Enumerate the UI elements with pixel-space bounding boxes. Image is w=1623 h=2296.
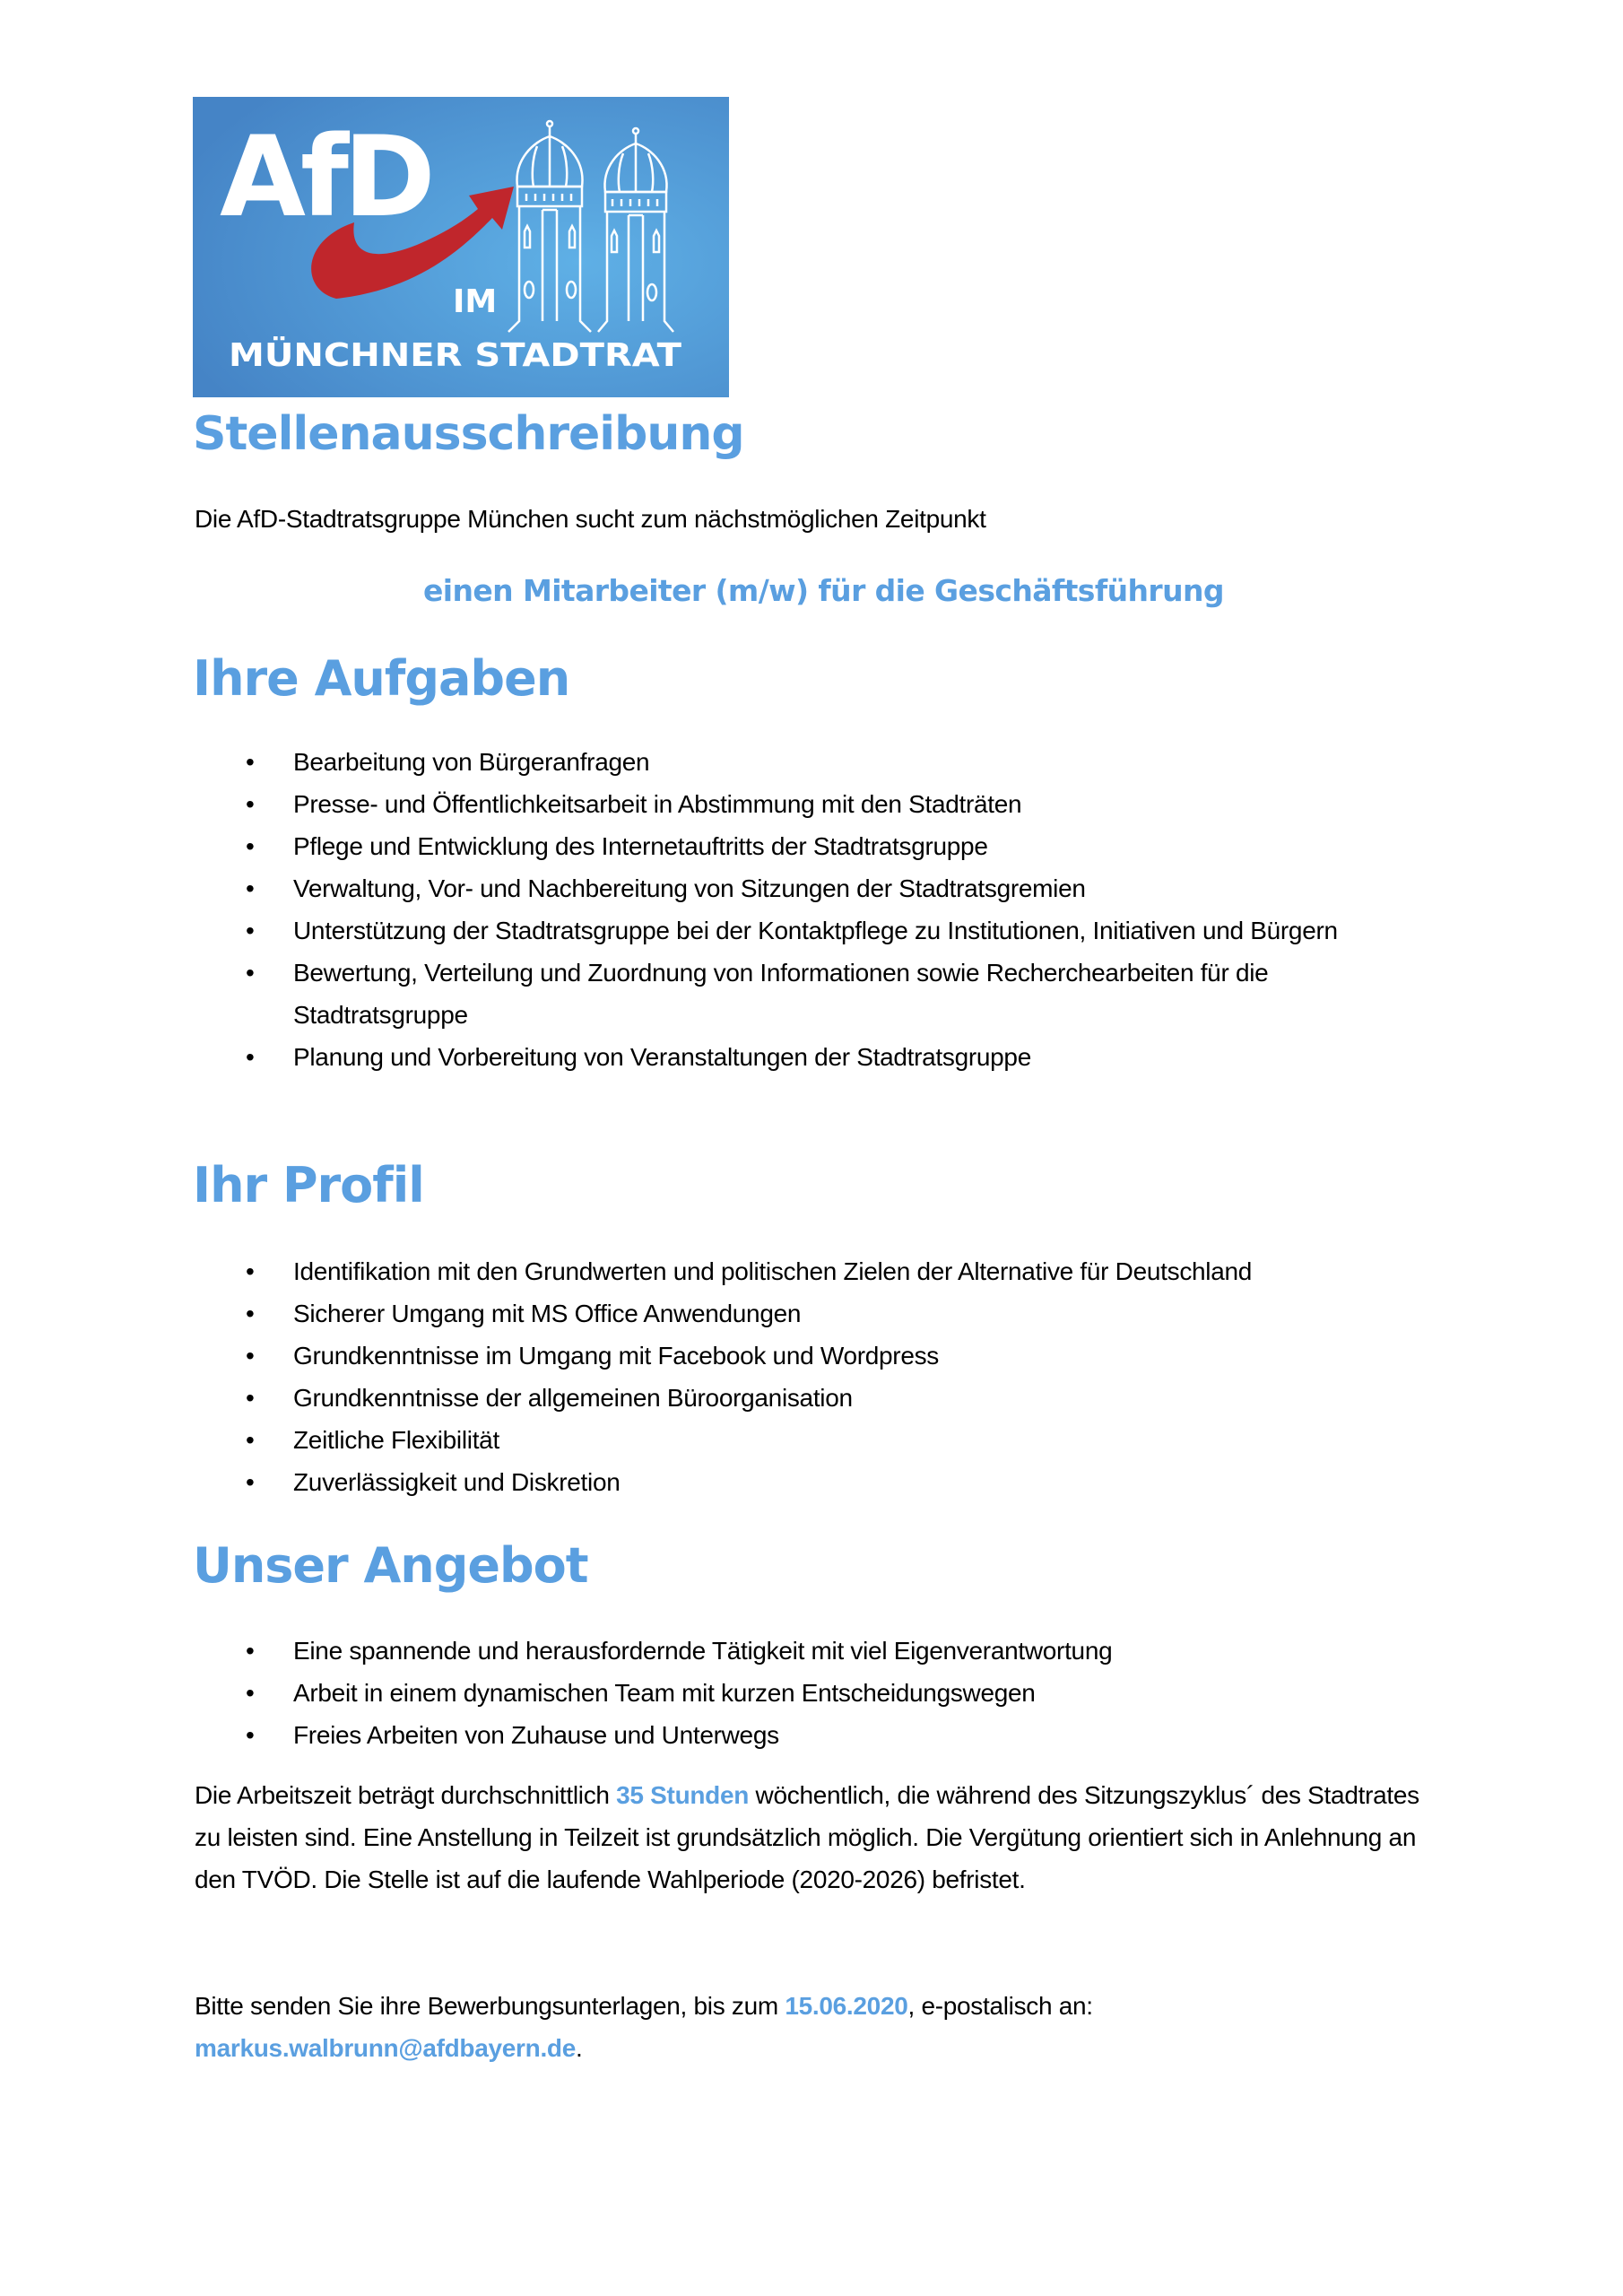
list-item-text: Freies Arbeiten von Zuhause und Unterwegs bbox=[293, 1721, 779, 1749]
list-item-text: Zuverlässigkeit und Diskretion bbox=[293, 1468, 621, 1496]
list-item bbox=[0, 825, 1423, 867]
list-item-text: Grundkenntnisse im Umgang mit Facebook und Wordpress bbox=[293, 1342, 940, 1370]
list-item bbox=[0, 1714, 1423, 1756]
angebot-list bbox=[0, 1630, 1423, 1756]
bullet-icon: • bbox=[246, 1300, 255, 1327]
list-item bbox=[0, 1335, 1423, 1377]
profil-list bbox=[0, 1250, 1423, 1503]
position-title: einen Mitarbeiter (m/w) für die Geschäftsführung bbox=[423, 573, 1224, 608]
list-item bbox=[0, 909, 1423, 952]
section-heading-profil: Ihr Profil bbox=[193, 1157, 424, 1213]
aufgaben-list bbox=[0, 741, 1423, 1078]
list-item-text: Unterstützung der Stadtratsgruppe bei der Kontaktpflege zu Institutionen, Initiativen und Bürgern bbox=[293, 917, 1338, 944]
section-heading-aufgaben: Ihre Aufgaben bbox=[193, 650, 570, 707]
logo-line2: MÜNCHNER STADTRAT bbox=[229, 337, 637, 374]
list-item bbox=[0, 1630, 1423, 1672]
page-title: Stellenausschreibung bbox=[193, 407, 744, 461]
details-paragraph bbox=[195, 1774, 1450, 1900]
list-item-text: Arbeit in einem dynamischen Team mit kurzen Entscheidungswegen bbox=[293, 1679, 1036, 1707]
list-item bbox=[0, 1292, 1423, 1335]
section-heading-angebot: Unser Angebot bbox=[193, 1537, 588, 1594]
list-item bbox=[0, 1250, 1423, 1292]
list-item-text: Verwaltung, Vor- und Nachbereitung von Sitzungen der Stadtratsgremien bbox=[293, 874, 1086, 902]
bullet-icon: • bbox=[246, 874, 255, 902]
details-text-1: Die Arbeitszeit beträgt durchschnittlich bbox=[195, 1781, 617, 1809]
bullet-icon: • bbox=[246, 1043, 255, 1071]
list-item-text: Pflege und Entwicklung des Internetauftritts der Stadtratsgruppe bbox=[293, 832, 988, 860]
logo-graphic bbox=[193, 97, 729, 397]
intro-text: Die AfD-Stadtratsgruppe München sucht zum nächstmöglichen Zeitpunkt bbox=[195, 505, 986, 533]
application-paragraph bbox=[195, 1985, 1450, 2069]
application-deadline: 15.06.2020 bbox=[785, 1992, 908, 2020]
list-item bbox=[0, 1461, 1423, 1503]
bullet-icon: • bbox=[246, 790, 255, 818]
bullet-icon: • bbox=[246, 1637, 255, 1665]
bullet-icon: • bbox=[246, 1721, 255, 1749]
list-item-text: Bewertung, Verteilung und Zuordnung von Informationen sowie Recherchearbeiten für die Stadtratsgruppe bbox=[293, 959, 1269, 1029]
logo-brand-text: AfD bbox=[220, 113, 430, 242]
list-item bbox=[0, 1377, 1423, 1419]
weekly-hours: 35 Stunden bbox=[616, 1781, 750, 1809]
list-item bbox=[0, 741, 1423, 783]
logo-line1: IM bbox=[453, 283, 498, 320]
list-item bbox=[0, 1419, 1423, 1461]
afd-muenchen-logo bbox=[193, 97, 729, 397]
bullet-icon: • bbox=[246, 1426, 255, 1454]
list-item-text: Sicherer Umgang mit MS Office Anwendungen bbox=[293, 1300, 802, 1327]
bullet-icon: • bbox=[246, 832, 255, 860]
application-end: . bbox=[576, 2034, 583, 2062]
list-item bbox=[0, 952, 1423, 1036]
list-item bbox=[0, 1672, 1423, 1714]
bullet-icon: • bbox=[246, 959, 255, 987]
application-text-1: Bitte senden Sie ihre Bewerbungsunterlagen, bis zum bbox=[195, 1992, 785, 2020]
bullet-icon: • bbox=[246, 1468, 255, 1496]
bullet-icon: • bbox=[246, 1679, 255, 1707]
list-item bbox=[0, 1036, 1423, 1078]
list-item-text: Identifikation mit den Grundwerten und politischen Zielen der Alternative für Deutschland bbox=[293, 1257, 1253, 1285]
bullet-icon: • bbox=[246, 917, 255, 944]
list-item-text: Presse- und Öffentlichkeitsarbeit in Abstimmung mit den Stadträten bbox=[293, 790, 1022, 818]
contact-email-link[interactable]: markus.walbrunn@afdbayern.de bbox=[195, 2034, 577, 2062]
list-item-text: Grundkenntnisse der allgemeinen Büroorganisation bbox=[293, 1384, 853, 1412]
bullet-icon: • bbox=[246, 1384, 255, 1412]
list-item-text: Eine spannende und herausfordernde Tätigkeit mit viel Eigenverantwortung bbox=[293, 1637, 1113, 1665]
list-item bbox=[0, 783, 1423, 825]
application-text-2: , e-postalisch an: bbox=[907, 1992, 1093, 2020]
list-item-text: Zeitliche Flexibilität bbox=[293, 1426, 499, 1454]
bullet-icon: • bbox=[246, 748, 255, 776]
list-item-text: Bearbeitung von Bürgeranfragen bbox=[293, 748, 650, 776]
bullet-icon: • bbox=[246, 1257, 255, 1285]
bullet-icon: • bbox=[246, 1342, 255, 1370]
list-item bbox=[0, 867, 1423, 909]
details-text-2: wöchentlich, die während des Sitzungszyklus´ des Stadtrates zu leisten sind. Eine Anstellung in Teilzeit ist grundsätzlich möglich. Die Vergütung orientiert sich in Anlehnung an den TVÖD. Die Stelle ist auf die laufende Wahlperiode (2020-2026) befristet. bbox=[195, 1781, 1419, 1893]
list-item-text: Planung und Vorbereitung von Veranstaltungen der Stadtratsgruppe bbox=[293, 1043, 1031, 1071]
